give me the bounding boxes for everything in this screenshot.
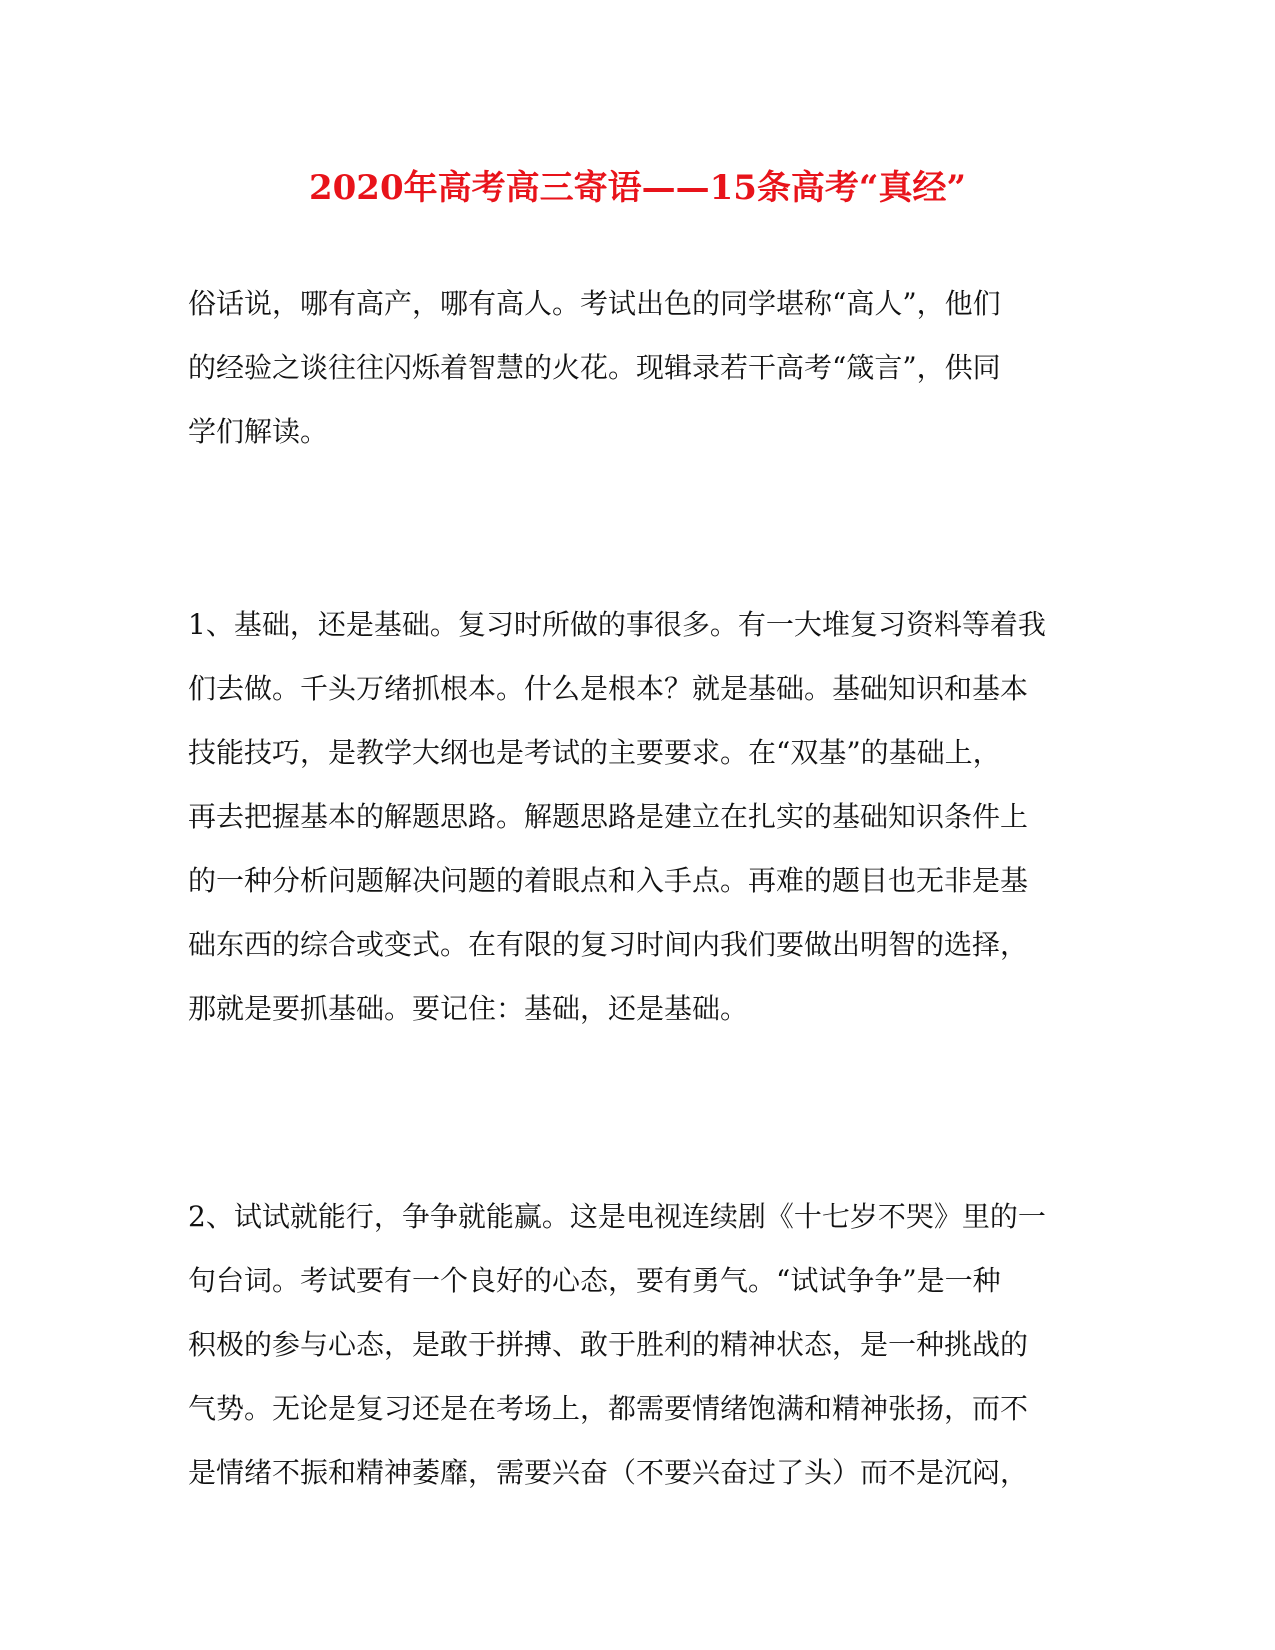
item-1-line: 再去把握基本的解题思路。解题思路是建立在扎实的基础知识条件上	[188, 800, 1029, 833]
item-2-line: 是情绪不振和精神萎靡，需要兴奋（不要兴奋过了头）而不是沉闷，	[188, 1456, 1029, 1489]
item-1-line: 1、基础，还是基础。复习时所做的事很多。有一大堆复习资料等着我	[188, 608, 1046, 641]
item-1-line: 的一种分析问题解决问题的着眼点和入手点。再难的题目也无非是基	[188, 864, 1029, 897]
item-1-line: 们去做。千头万绪抓根本。什么是根本？就是基础。基础知识和基本	[188, 672, 1029, 705]
item-1-paragraph	[188, 593, 1076, 1041]
intro-line: 俗话说，哪有高产，哪有高人。考试出色的同学堪称“高人”，他们	[188, 287, 1001, 320]
intro-paragraph	[188, 272, 1076, 464]
item-2-line: 气势。无论是复习还是在考场上，都需要情绪饱满和精神张扬，而不	[188, 1392, 1029, 1425]
item-1-line: 础东西的综合或变式。在有限的复习时间内我们要做出明智的选择，	[188, 928, 1029, 961]
item-2-line: 积极的参与心态，是敢于拼搏、敢于胜利的精神状态，是一种挑战的	[188, 1328, 1029, 1361]
page-title: 2020年高考高三寄语——15条高考“真经”	[308, 168, 967, 208]
item-2-paragraph	[188, 1185, 1076, 1505]
intro-line: 学们解读。	[188, 415, 329, 448]
item-2-line: 句台词。考试要有一个良好的心态，要有勇气。“试试争争”是一种	[188, 1264, 1001, 1297]
item-2-line: 2、试试就能行，争争就能赢。这是电视连续剧《十七岁不哭》里的一	[188, 1200, 1046, 1233]
intro-line: 的经验之谈往往闪烁着智慧的火花。现辑录若干高考“箴言”，供同	[188, 351, 1001, 384]
item-1-line: 技能技巧，是教学大纲也是考试的主要要求。在“双基”的基础上，	[188, 736, 1001, 769]
item-1-line: 那就是要抓基础。要记住：基础，还是基础。	[188, 992, 749, 1025]
